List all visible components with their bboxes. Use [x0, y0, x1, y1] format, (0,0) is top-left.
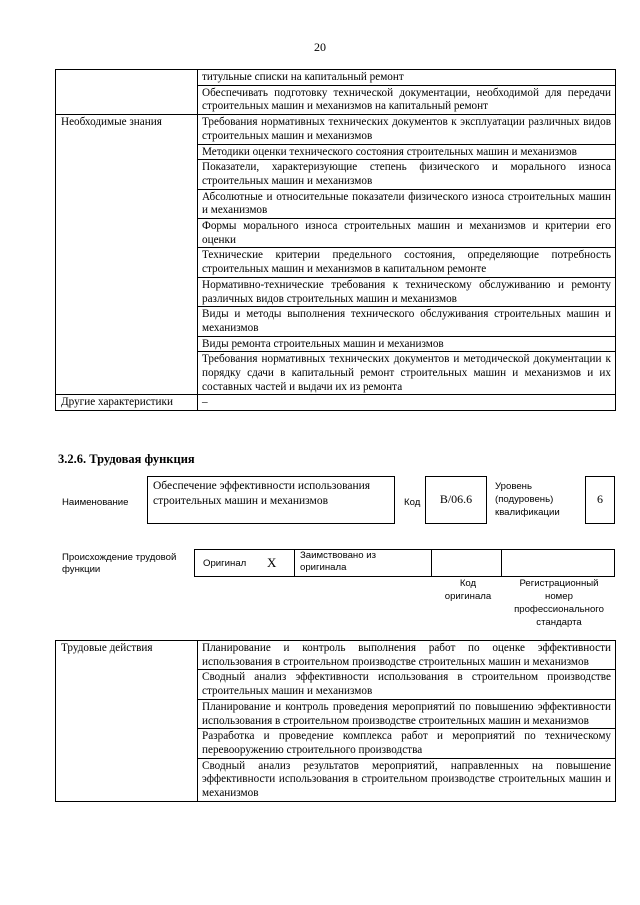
table-cell: титульные списки на капитальный ремонт	[198, 70, 616, 86]
borrowed-label: Заимствовано из оригинала	[300, 550, 376, 573]
table-cell: –	[198, 395, 616, 411]
table-cell: Нормативно-технические требования к техническому обслуживанию и ремонту различных видов строительных машин и механизмов	[198, 277, 616, 306]
code-label: Код	[404, 497, 421, 508]
table-cell: Обеспечивать подготовку технической документации, необходимой для передачи строительных машин и механизмов на капитальный ремонт	[198, 85, 616, 114]
divider	[294, 549, 295, 577]
code-original-caption: Код оригинала	[444, 578, 492, 602]
origin-label: Происхождение трудовой функции	[62, 552, 177, 575]
table-cell: Требования нормативных технических документов к эксплуатации различных видов строительных машин и механизмов	[198, 115, 616, 144]
other-characteristics-label: Другие характеристики	[56, 395, 198, 411]
code-value: B/06.6	[439, 492, 473, 506]
table-cell-label	[56, 70, 198, 115]
table-cell: Планирование и контроль проведения мероприятий по повышению эффективности использования в строительном производстве строительных машин и механизмов	[198, 699, 616, 728]
level-value: 6	[597, 492, 603, 506]
original-label: Оригинал	[203, 558, 247, 569]
registration-number-caption: Регистрационный номер профессионального стандарта	[514, 578, 604, 628]
required-knowledge-label: Необходимые знания	[56, 115, 198, 395]
divider	[431, 549, 432, 577]
table-row	[56, 70, 616, 86]
level-label: Уровень (подуровень) квалификации	[495, 481, 560, 518]
table-cell: Формы морального износа строительных машин и механизмов и критерии его оценки	[198, 219, 616, 248]
table-row	[56, 395, 616, 411]
table-row	[56, 115, 616, 144]
code-box	[425, 476, 487, 524]
table-row	[56, 641, 616, 670]
divider	[501, 549, 502, 577]
table-cell: Разработка и проведение комплекса работ и мероприятий по техническому перевооружению строительного производства	[198, 729, 616, 758]
level-box	[585, 476, 615, 524]
knowledge-table	[55, 69, 616, 411]
page-number: 20	[314, 40, 326, 54]
table-cell: Сводный анализ эффективности использования в строительном производстве строительных машин и механизмов	[198, 670, 616, 699]
table-cell: Абсолютные и относительные показатели физического износа строительных машин и механизмов	[198, 189, 616, 218]
table-cell: Планирование и контроль выполнения работ по оценке эффективности использования в строительном производстве строительных машин и механизмов	[198, 641, 616, 670]
table-cell: Технические критерии предельного состояния, определяющие потребность строительных машин и механизмов в капитальном ремонте	[198, 248, 616, 277]
table-cell: Сводный анализ результатов мероприятий, направленных на повышение эффективности использования в строительном производстве строительных машин и механизмов	[198, 758, 616, 801]
table-cell: Методики оценки технического состояния строительных машин и механизмов	[198, 144, 616, 160]
table-cell: Требования нормативных технических документов и методической документации к порядку сдачи в капитальный ремонт строительных машин и механизмов и их составных частей и выдачи их из ремонта	[198, 352, 616, 395]
function-name-box	[147, 476, 395, 524]
table-cell: Виды ремонта строительных машин и механизмов	[198, 336, 616, 352]
labor-actions-label: Трудовые действия	[56, 641, 198, 802]
section-title: 3.2.6. Трудовая функция	[58, 452, 195, 466]
table-cell: Показатели, характеризующие степень физического и морального износа строительных машин и механизмов	[198, 160, 616, 189]
name-label: Наименование	[62, 497, 129, 508]
table-cell: Виды и методы выполнения технического обслуживания строительных машин и механизмов	[198, 307, 616, 336]
labor-actions-table	[55, 640, 616, 802]
original-mark: X	[267, 555, 277, 570]
function-name: Обеспечение эффективности использования строительных машин и механизмов	[153, 480, 371, 507]
